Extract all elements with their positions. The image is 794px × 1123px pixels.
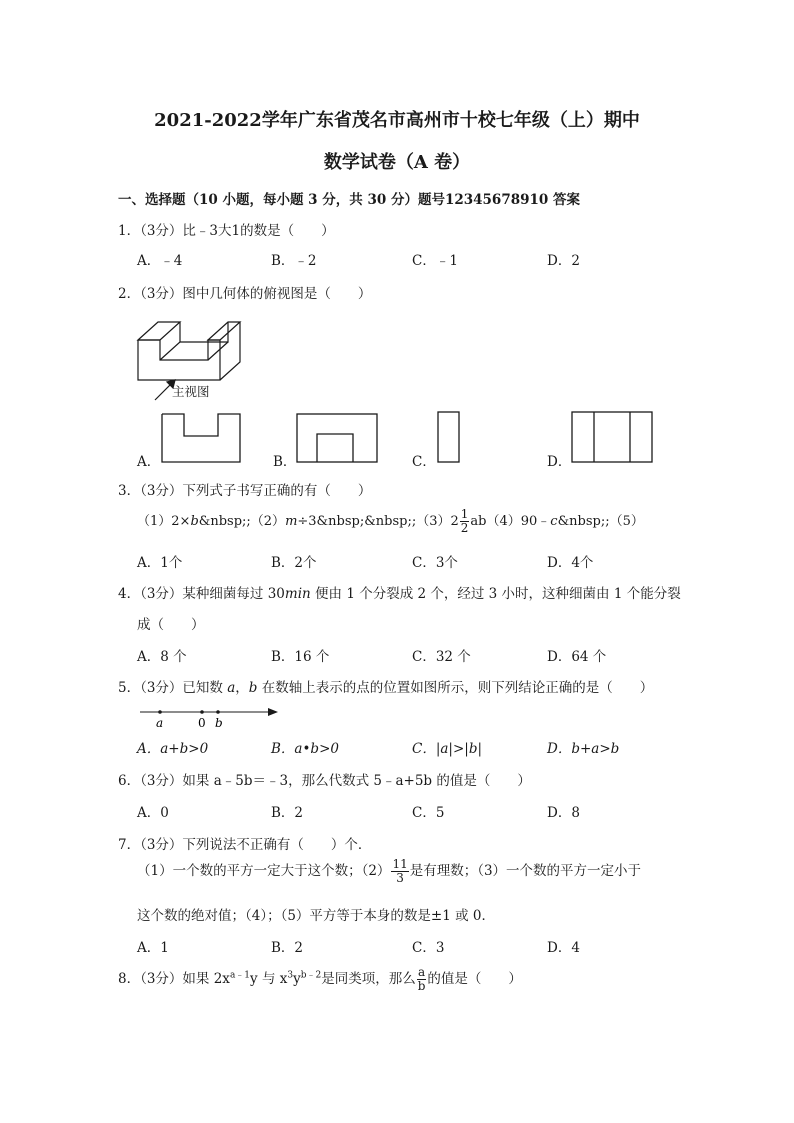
q3-fraction: $\frac{1}{2}$: [460, 507, 469, 535]
q7-option-c[interactable]: C．3: [412, 940, 445, 956]
title-line-2: 数学试卷（A 卷）: [323, 152, 471, 173]
q6-option-b[interactable]: B．2: [271, 805, 304, 821]
q5-stem: 5．（3分）已知数 a，b 在数轴上表示的点的位置如图所示，则下列结论正确的是（ ）: [118, 680, 654, 696]
q5-option-a[interactable]: A．a+b>0: [137, 741, 209, 757]
q7-statement-line-2: 这个数的绝对值；（4）；（5）平方等于本身的数是±1 或 0．: [137, 908, 495, 924]
q2-option-b[interactable]: B．: [273, 454, 297, 470]
q7-statement-line-1: （1）一个数的平方一定大于这个数；（2） $\frac{11}{3}$ 是有理数；（3）一个数的平方一定小于: [137, 857, 642, 885]
q2-option-d[interactable]: D．: [547, 454, 572, 470]
q5-number-line: [138, 702, 283, 730]
q5-options: [137, 737, 697, 757]
q6-option-a[interactable]: A．0: [137, 805, 169, 821]
q1-option-b[interactable]: B．﹣2: [271, 253, 317, 269]
q5-option-b[interactable]: B．a•b>0: [271, 741, 339, 757]
title-line-1: 2021-2022学年广东省茂名市高州市十校七年级（上）期中: [154, 110, 640, 131]
notch-edge: [208, 342, 228, 360]
q3-option-c[interactable]: C．3个: [412, 555, 458, 571]
q3-option-d[interactable]: D．4个: [547, 555, 594, 571]
q6-option-c[interactable]: C．5: [412, 805, 445, 821]
front-view-label: 主视图: [172, 384, 210, 399]
q2-stem: 2．（3分）图中几何体的俯视图是（ ）: [118, 286, 372, 302]
left-block-top: [138, 322, 180, 340]
axis-label-0: 0: [198, 716, 206, 730]
q4-option-d[interactable]: D．64 个: [547, 649, 607, 665]
q7-option-d[interactable]: D．4: [547, 940, 580, 956]
q4-option-c[interactable]: C．32 个: [412, 649, 471, 665]
q1-stem: 1．（3分）比﹣3大1的数是（ ）: [118, 223, 335, 239]
q2-option-c-figure: [436, 410, 462, 464]
q6-option-d[interactable]: D．8: [547, 805, 580, 821]
q1-option-a[interactable]: A．﹣4: [137, 253, 183, 269]
q6-stem: 6．（3分）如果 a﹣5b＝﹣3，那么代数式 5﹣a+5b 的值是（ ）: [118, 773, 531, 789]
q8-fraction: $\frac{a}{b}$: [417, 965, 426, 993]
notch-back-left: [160, 322, 180, 360]
q3-options: [137, 551, 697, 571]
q6-options: [137, 801, 697, 821]
q2-option-a[interactable]: A．: [137, 454, 161, 470]
q3-stem: 3．（3分）下列式子书写正确的有（ ）: [118, 483, 372, 499]
q4-options: [137, 645, 697, 665]
q3-option-b[interactable]: B．2个: [271, 555, 317, 571]
q7-options: [137, 936, 697, 956]
section-heading: 一、选择题（10 小题，每小题 3 分，共 30 分）题号12345678910 答案: [118, 192, 580, 208]
q2-option-b-figure: [295, 412, 381, 464]
q7-fraction: $\frac{11}{3}$: [392, 857, 408, 885]
q7-option-a[interactable]: A．1: [137, 940, 169, 956]
axis-label-b: b: [215, 716, 223, 730]
q2-option-d-figure: [570, 410, 654, 464]
q7-option-b[interactable]: B．2: [271, 940, 304, 956]
q1-options: [137, 249, 697, 269]
q7-stem: 7．（3分）下列说法不正确有（ ）个．: [118, 837, 372, 853]
q8-stem: 8．（3分）如果 $2x^{a﹣1}y$ 与 $x^3y^{b﹣2}$是同类项，那么 $\frac{a}{b}$ 的值是（ ）: [118, 965, 522, 993]
q3-expressions: （1）2×b&nbsp;;（2）m÷3&nbsp;&nbsp;;（3）2 $\frac{1}{2}$ ab（4）90﹣c&nbsp;;（5）: [137, 507, 644, 535]
q4-option-a[interactable]: A．8 个: [137, 649, 187, 665]
axis-label-a: a: [156, 716, 164, 730]
q4-stem-cont: 成（ ）: [137, 617, 205, 633]
right-block-top: [208, 322, 240, 340]
q4-stem: 4．（3分）某种细菌每过 30min 便由 1 个分裂成 2 个，经过 3 小时，这种细菌由 1 个能分裂: [118, 586, 681, 602]
q3-option-a[interactable]: A．1个: [137, 555, 183, 571]
q5-option-d[interactable]: D．b+a>b: [547, 741, 620, 757]
q5-option-c[interactable]: C．|a|>|b|: [412, 741, 483, 757]
q4-option-b[interactable]: B．16 个: [271, 649, 330, 665]
q2-option-c[interactable]: C．: [412, 454, 436, 470]
q1-option-d[interactable]: D．2: [547, 253, 580, 269]
q1-option-c[interactable]: C．﹣1: [412, 253, 458, 269]
q2-option-a-figure: [160, 412, 244, 464]
